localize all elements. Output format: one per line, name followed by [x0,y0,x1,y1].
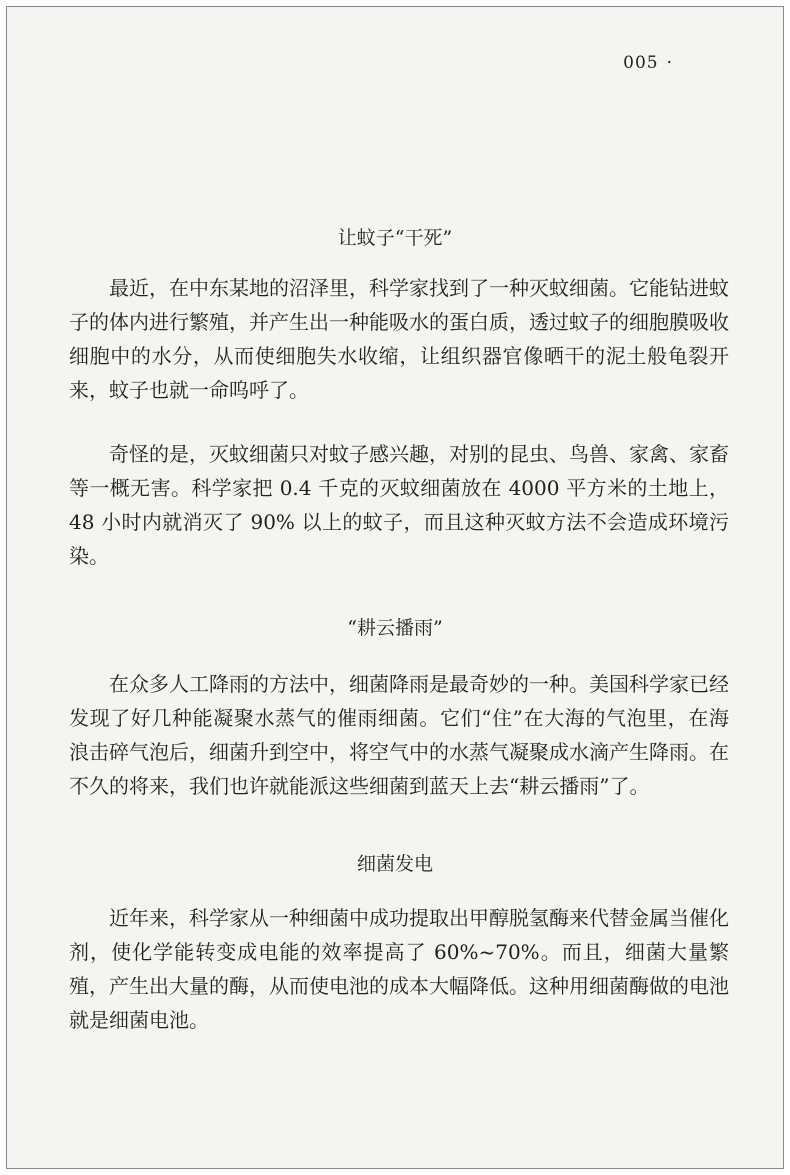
book-page [6,6,784,1169]
section-heading-electricity: 细菌发电 [356,853,433,875]
page-number [623,53,673,73]
paragraph-rain-1: 在众多人工降雨的方法中，细菌降雨是最奇妙的一种。美国科学家已经发现了好几种能凝聚水蒸气的催雨细菌。它们“住”在大海的气泡里，在海浪击碎气泡后，细菌升到空中，将空气中的水蒸气凝聚成水滴产生降雨。在不久的将来，我们也许就能派这些细菌到蓝天上去“耕云播雨”了。 [69,672,729,798]
page-number-mark: · [666,53,673,73]
section-heading-rain: “耕云播雨” [347,617,443,639]
page-number-value: 005 [623,53,659,73]
paragraph-mosquito-1: 最近，在中东某地的沼泽里，科学家找到了一种灭蚊细菌。它能钻进蚊子的体内进行繁殖，并产生出一种能吸水的蛋白质，透过蚊子的细胞膜吸收细胞中的水分，从而使细胞失水收缩，让组织器官像晒干的泥土般龟裂开来，蚊子也就一命呜呼了。 [69,276,729,402]
section-heading-mosquito: 让蚊子“干死” [337,227,453,249]
paragraph-electricity-1: 近年来，科学家从一种细菌中成功提取出甲醇脱氢酶来代替金属当催化剂，使化学能转变成电能的效率提高了 60%~70%。而且，细菌大量繁殖，产生出大量的酶，从而使电池的成本大幅降低。这种用细菌酶做的电池就是细菌电池。 [69,906,729,1032]
paragraph-mosquito-2: 奇怪的是，灭蚊细菌只对蚊子感兴趣，对别的昆虫、鸟兽、家禽、家畜等一概无害。科学家把 0.4 千克的灭蚊细菌放在 4000 平方米的土地上，48 小时内就消灭了 90% 以上的蚊子，而且这种灭蚊方法不会造成环境污染。 [69,442,729,568]
